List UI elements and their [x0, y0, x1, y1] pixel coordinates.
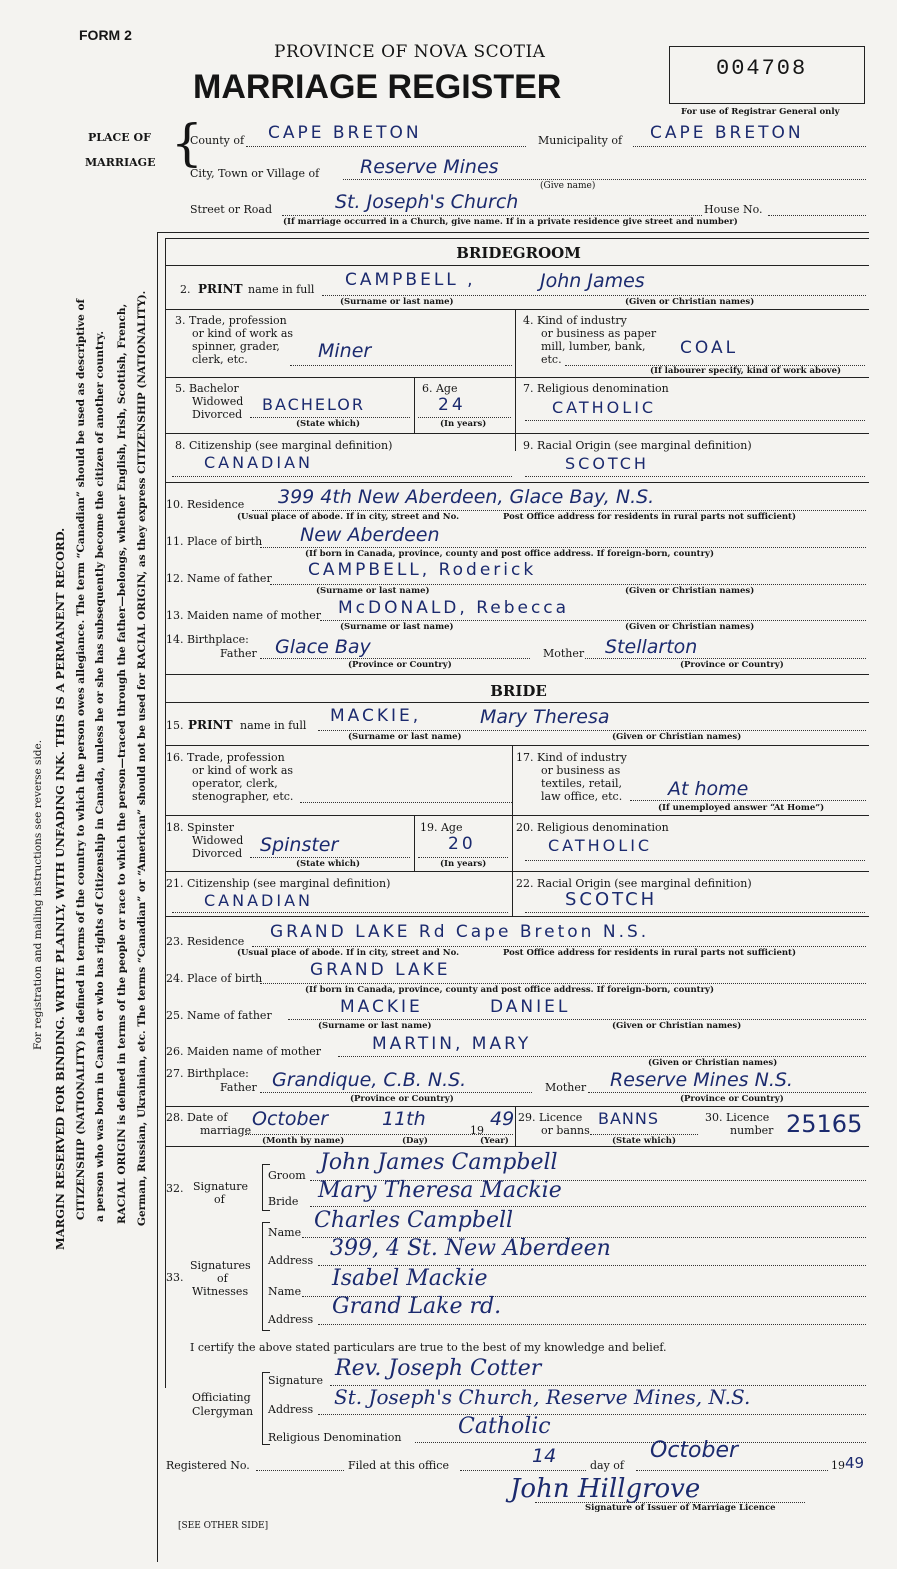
groom-citizenship: CANADIAN [204, 453, 313, 472]
groom-age: 24 [438, 395, 466, 415]
county-label: County of [190, 134, 245, 147]
witness1-name: Charles Campbell [314, 1208, 514, 1233]
main-frame-left [157, 232, 158, 1562]
groom-racial: SCOTCH [565, 454, 649, 473]
bride-mother: MARTIN, MARY [372, 1034, 532, 1054]
bride-mother-birthplace: Reserve Mines N.S. [610, 1069, 793, 1091]
city-value: Reserve Mines [360, 156, 499, 178]
clergy-religion: Catholic [458, 1414, 551, 1439]
bride-age: 20 [448, 834, 476, 854]
province-title: PROVINCE OF NOVA SCOTIA [274, 42, 546, 62]
margin-line-2: MARGIN RESERVED FOR BINDING. WRITE PLAINLY, WITH UNFADING INK. THIS IS A PERMANENT RECORD. [53, 527, 67, 1250]
brace: { [171, 114, 203, 172]
clergy-address: St. Joseph's Church, Reserve Mines, N.S. [334, 1385, 751, 1409]
filed-year: 49 [845, 1454, 865, 1472]
bride-given: Mary Theresa [480, 706, 610, 728]
municipality-value: CAPE BRETON [650, 123, 804, 143]
issuer-signature: John Hillgrove [510, 1474, 701, 1504]
street-note: (If marriage occurred in a Church, give name. If in a private residence give street and number) [283, 217, 738, 227]
witness1-address: 399, 4 St. New Aberdeen [330, 1236, 611, 1261]
bride-father-birthplace: Grandique, C.B. N.S. [272, 1069, 467, 1091]
see-other-side: [SEE OTHER SIDE] [178, 1521, 269, 1531]
bride-citizenship: CANADIAN [204, 891, 313, 910]
groom-birthplace: New Aberdeen [300, 524, 440, 546]
registration-number: 004708 [716, 56, 808, 81]
groom-religion: CATHOLIC [552, 398, 657, 417]
bride-birthplace: GRAND LAKE [310, 960, 451, 980]
place-label-1: PLACE OF [88, 131, 151, 144]
margin-line-5: RACIAL ORIGIN is defined in terms of the people or race to which the person—traced through the father—belongs, whether English, Irish, Scottish, French, [116, 303, 128, 1224]
witness2-address: Grand Lake rd. [332, 1294, 502, 1319]
bride-status: Spinster [260, 834, 339, 856]
witness2-name: Isabel Mackie [332, 1266, 488, 1291]
banns-value: BANNS [598, 1109, 660, 1128]
bride-father-given: DANIEL [490, 997, 571, 1017]
groom-industry: COAL [680, 338, 739, 358]
margin-line-3: CITIZENSHIP (NATIONALITY) is defined in terms of the country to which the person owes allegiance. The term “Canadian” should be used as descriptive of [75, 298, 87, 1220]
bride-heading: BRIDE [490, 682, 547, 700]
bride-racial: SCOTCH [565, 889, 658, 910]
page-title: MARRIAGE REGISTER [193, 68, 562, 106]
municipality-label: Municipality of [538, 134, 623, 147]
street-label: Street or Road [190, 203, 273, 216]
bride-signature: Mary Theresa Mackie [318, 1178, 562, 1203]
groom-father: CAMPBELL, Roderick [308, 560, 537, 580]
filed-day: 14 [532, 1445, 557, 1467]
form-number: FORM 2 [79, 27, 132, 43]
house-label: House No. [704, 203, 763, 216]
groom-mother: McDONALD, Rebecca [338, 598, 570, 618]
give-name-note: (Give name) [540, 181, 596, 191]
place-label-2: MARRIAGE [85, 156, 156, 169]
groom-father-birthplace: Glace Bay [275, 636, 371, 658]
marriage-month: October [252, 1108, 329, 1130]
filed-month: October [650, 1438, 739, 1463]
bride-industry: At home [668, 778, 749, 800]
certify-text: I certify the above stated particulars are true to the best of my knowledge and belief. [190, 1341, 667, 1354]
groom-surname: CAMPBELL , [345, 270, 476, 290]
registrar-note: For use of Registrar General only [681, 107, 840, 117]
groom-residence: 399 4th New Aberdeen, Glace Bay, N.S. [278, 486, 655, 508]
marriage-day: 11th [382, 1108, 426, 1130]
margin-line-1: For registration and mailing instructions see reverse side. [32, 739, 44, 1050]
bridegroom-heading: BRIDEGROOM [456, 244, 581, 262]
groom-given: John James [540, 270, 645, 292]
groom-trade: Miner [318, 340, 372, 362]
bride-father-surname: MACKIE [340, 997, 423, 1017]
groom-mother-birthplace: Stellarton [605, 636, 698, 658]
clergy-signature: Rev. Joseph Cotter [335, 1356, 542, 1381]
bride-residence: GRAND LAKE Rd Cape Breton N.S. [270, 922, 650, 942]
groom-signature: John James Campbell [320, 1150, 558, 1175]
street-value: St. Joseph's Church [335, 191, 519, 213]
marriage-year: 49 [490, 1108, 515, 1130]
margin-line-4: a person who was born in Canada or who has rights of Citizenship in Canada, unless he or she has subsequently become the citizen of another country. [94, 331, 106, 1222]
city-label: City, Town or Village of [190, 167, 320, 180]
licence-number: 25165 [786, 1110, 863, 1138]
bride-religion: CATHOLIC [548, 836, 653, 855]
bride-surname: MACKIE, [330, 706, 422, 726]
groom-status: BACHELOR [262, 395, 366, 414]
county-value: CAPE BRETON [268, 123, 422, 143]
margin-line-6: German, Russian, Ukrainian, etc. The terms “Canadian” or “American” should not be used for RACIAL ORIGIN, as they express CITIZENSHIP (NATIONALITY). [136, 290, 148, 1226]
